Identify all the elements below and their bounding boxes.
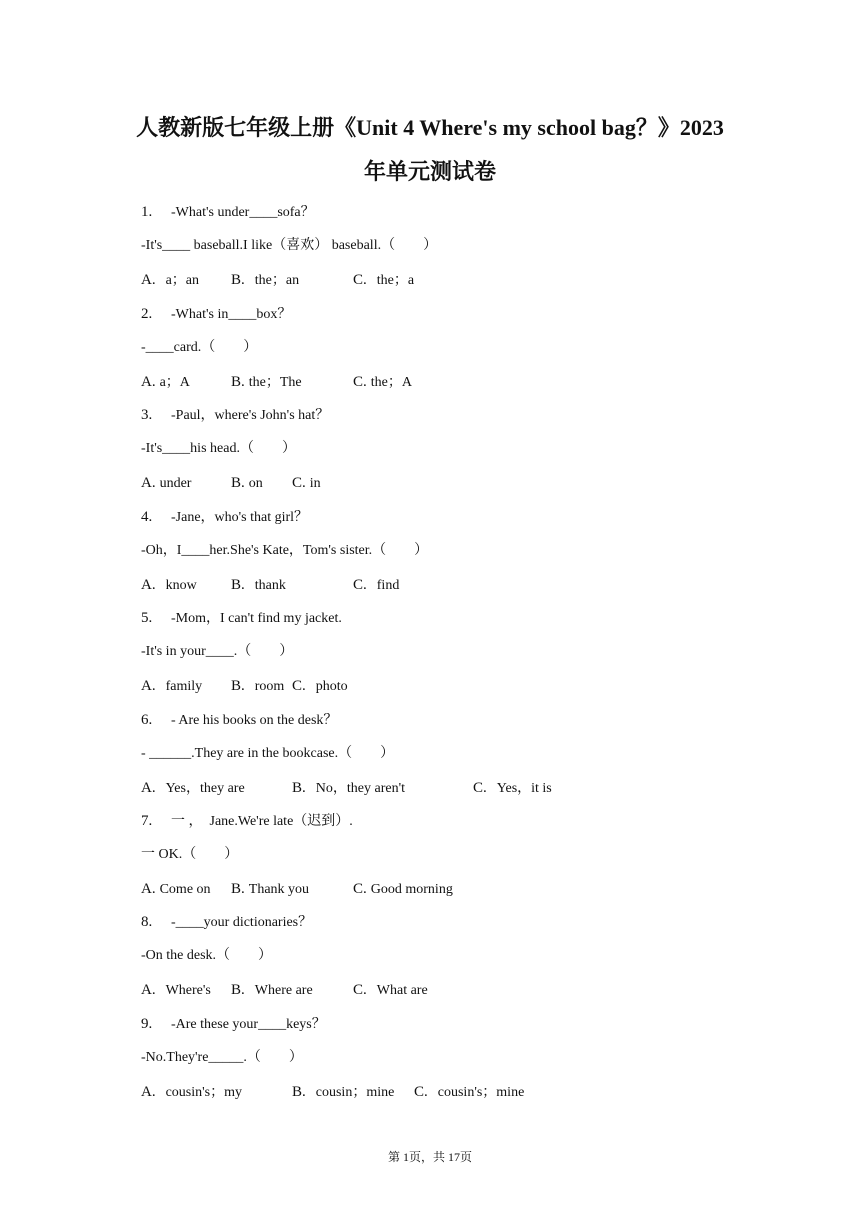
option-text: Come on (159, 882, 211, 897)
page-title-line-1: 人教新版七年级上册《Unit 4 Where's my school bag？》2023 (136, 115, 724, 140)
question-stem (141, 203, 315, 222)
question-text: - Are his books on the desk？ (171, 713, 338, 728)
answer-option (353, 880, 453, 899)
question-text: -What's in____box？ (171, 307, 292, 322)
option-letter: A. (141, 272, 156, 288)
option-letter: A. (141, 1084, 156, 1100)
question-number: 1. (141, 204, 153, 220)
answer-option (141, 576, 197, 595)
option-letter: A. (141, 678, 156, 694)
option-letter: C. (353, 374, 367, 390)
answer-option (292, 1083, 394, 1102)
option-letter: B. (231, 272, 245, 288)
answer-option (231, 677, 284, 696)
question-stem (141, 508, 308, 527)
answer-option (292, 779, 405, 798)
question-second-line: -____card.（ ） (141, 340, 258, 355)
option-text: Good morning (370, 882, 453, 897)
option-text: in (309, 476, 321, 491)
answer-option (473, 779, 552, 798)
question-second-line: -It's in your____.（ ） (141, 644, 294, 659)
question-text: -Jane，who's that girl？ (171, 510, 309, 525)
answer-option (353, 373, 412, 392)
question-second-line: -No.They're_____.（ ） (141, 1050, 303, 1065)
option-letter: C. (473, 780, 487, 796)
answer-option (353, 576, 399, 595)
question-number: 7. (141, 813, 153, 829)
option-letter: A. (141, 577, 156, 593)
option-letter: B. (292, 1084, 306, 1100)
answer-option (141, 474, 191, 493)
answer-option (141, 981, 211, 1000)
option-text: Where's (165, 983, 211, 998)
option-text: on (248, 476, 263, 491)
option-text: What are (376, 983, 428, 998)
answer-option (141, 880, 211, 899)
answer-option (292, 474, 321, 493)
question-text: -Mom，I can't find my jacket. (171, 611, 342, 626)
option-text: know (165, 578, 197, 593)
question-stem (141, 305, 291, 324)
option-text: Yes，it is (496, 781, 552, 796)
answer-option (353, 981, 428, 1000)
option-text: cousin's；my (165, 1085, 243, 1100)
answer-option (231, 981, 313, 1000)
answer-option (231, 373, 302, 392)
option-letter: C. (353, 272, 367, 288)
option-text: a；A (159, 375, 190, 390)
answer-option (231, 880, 309, 899)
option-text: find (376, 578, 400, 593)
option-text: the；The (248, 375, 302, 390)
question-second-line: -It's____his head.（ ） (141, 441, 296, 456)
answer-option (231, 576, 286, 595)
question-second-line: -It's____ baseball.I like（喜欢） baseball.（ ） (141, 238, 438, 253)
page-footer: 第 1页，共 17页 (387, 1150, 472, 1164)
answer-option (141, 373, 190, 392)
answer-option (292, 677, 348, 696)
question-text: -____your dictionaries？ (171, 915, 313, 930)
option-letter: C. (353, 577, 367, 593)
option-text: cousin's；mine (437, 1085, 525, 1100)
option-text: the；a (376, 273, 415, 288)
option-letter: C. (292, 678, 306, 694)
question-number: 9. (141, 1016, 153, 1032)
option-text: photo (315, 679, 348, 694)
question-stem (141, 711, 337, 730)
answer-option (414, 1083, 524, 1102)
option-text: room (254, 679, 285, 694)
question-stem (141, 1015, 326, 1034)
option-letter: A. (141, 780, 156, 796)
option-letter: B. (231, 881, 245, 897)
option-text: the；an (254, 273, 300, 288)
option-text: under (159, 476, 192, 491)
answer-option (231, 474, 263, 493)
question-stem (141, 609, 342, 628)
option-text: a；an (165, 273, 200, 288)
question-number: 3. (141, 407, 153, 423)
answer-option (141, 779, 245, 798)
option-text: family (165, 679, 203, 694)
question-second-line: -On the desk.（ ） (141, 948, 273, 963)
option-letter: C. (353, 982, 367, 998)
option-text: the；A (370, 375, 412, 390)
question-stem (141, 913, 312, 932)
question-stem (141, 812, 353, 831)
option-letter: B. (292, 780, 306, 796)
question-number: 6. (141, 712, 153, 728)
answer-option (353, 271, 414, 290)
question-number: 8. (141, 914, 153, 930)
answer-option (231, 271, 299, 290)
question-number: 5. (141, 610, 153, 626)
option-text: No，they aren't (315, 781, 405, 796)
option-letter: C. (353, 881, 367, 897)
question-stem (141, 406, 329, 425)
question-second-line: -Oh，I____her.She's Kate，Tom's sister.（ ） (141, 543, 429, 558)
question-second-line: 一 OK.（ ） (141, 847, 239, 862)
page-title-line-2: 年单元测试卷 (363, 159, 496, 184)
answer-option (141, 677, 202, 696)
question-text: -Are these your____keys？ (171, 1017, 326, 1032)
option-letter: C. (414, 1084, 428, 1100)
question-text: 一 ， Jane.We're late（迟到）. (171, 814, 353, 829)
option-letter: A. (141, 475, 156, 491)
option-text: cousin；mine (315, 1085, 395, 1100)
option-letter: C. (292, 475, 306, 491)
option-letter: B. (231, 982, 245, 998)
option-letter: B. (231, 475, 245, 491)
option-letter: B. (231, 577, 245, 593)
option-letter: A. (141, 982, 156, 998)
option-letter: B. (231, 678, 245, 694)
option-letter: A. (141, 374, 156, 390)
option-text: Yes，they are (165, 781, 245, 796)
option-text: Where are (254, 983, 313, 998)
question-second-line: - ______.They are in the bookcase.（ ） (141, 746, 395, 761)
question-number: 2. (141, 306, 153, 322)
option-letter: B. (231, 374, 245, 390)
question-text: -What's under____sofa？ (171, 205, 315, 220)
option-letter: A. (141, 881, 156, 897)
question-text: -Paul，where's John's hat？ (171, 408, 330, 423)
option-text: thank (254, 578, 286, 593)
answer-option (141, 271, 199, 290)
question-number: 4. (141, 509, 153, 525)
option-text: Thank you (248, 882, 310, 897)
answer-option (141, 1083, 242, 1102)
